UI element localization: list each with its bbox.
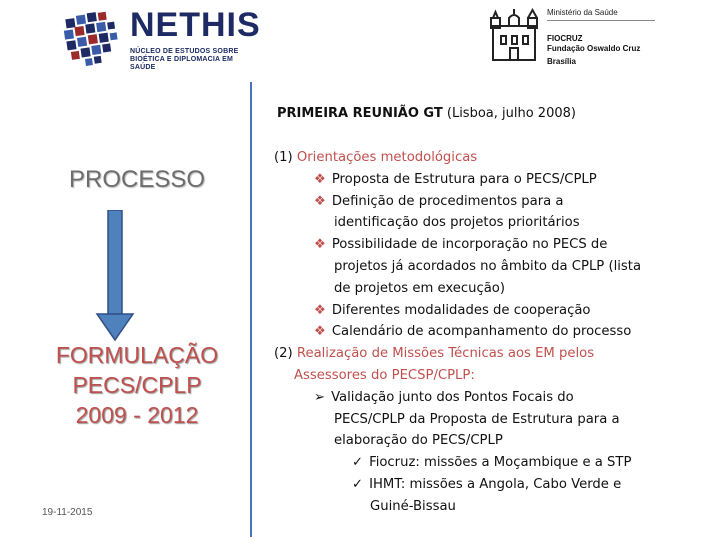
checkmark-bullet-icon: ✓ [352, 455, 364, 471]
meeting-title [277, 106, 576, 121]
formulacao-block [52, 340, 222, 430]
list-item [314, 169, 597, 191]
list-item-continuation: Guiné-Bissau [370, 498, 456, 514]
ministry-label: Ministério da Saúde [547, 8, 618, 17]
diamond-bullet-icon: ❖ [314, 237, 326, 253]
nethis-subtitle [130, 48, 240, 72]
list-item [314, 191, 564, 213]
diamond-bullet-icon: ❖ [314, 193, 326, 209]
formulacao-period: 2009 - 2012 [75, 402, 199, 428]
meeting-content [274, 147, 714, 527]
list-item [314, 300, 591, 322]
list-item-text: Proposta de Estrutura para o PECS/CPLP [331, 171, 597, 187]
nethis-subtitle-line2: BIOÉTICA E DIPLOMACIA EM SAÚDE [130, 56, 234, 71]
down-arrow-icon [95, 210, 135, 342]
nethis-logo [60, 6, 261, 71]
list-item [314, 321, 631, 343]
slide-date: 19-11-2015 [42, 507, 93, 518]
nethis-wordmark: NETHIS [130, 6, 261, 44]
list-item-continuation: projetos já acordados no âmbito da CPLP (lista [334, 259, 642, 274]
diamond-bullet-icon: ❖ [314, 171, 326, 187]
list-item-continuation: elaboração do PECS/CPLP [334, 433, 503, 449]
diamond-bullet-icon: ❖ [314, 302, 326, 318]
fiocruz-line1: FIOCRUZ [547, 34, 583, 43]
formulacao-title: FORMULAÇÃO [55, 342, 219, 368]
diamond-bullet-icon: ❖ [314, 324, 326, 340]
formulacao-program: PECS/CPLP [72, 372, 202, 398]
meeting-title-detail: (Lisboa, julho 2008) [442, 106, 576, 121]
fiocruz-building-icon [487, 4, 541, 64]
section-2-title-continuation: Assessores do PECSP/CPLP: [294, 368, 475, 383]
section-1-title: Orientações metodológicas [292, 150, 478, 165]
list-item-text: IHMT: missões a Angola, Cabo Verde e [369, 477, 622, 492]
list-item-text: Fiocruz: missões a Moçambique e a STP [369, 455, 632, 471]
list-item-text: Possibilidade de incorporação no PECS de [331, 237, 608, 253]
nethis-logo-mark [60, 6, 122, 68]
list-item-text: Calendário de acompanhamento do processo [331, 324, 632, 340]
section-2-number: (2) [274, 346, 293, 362]
meeting-title-bold: PRIMEIRA REUNIÃO GT [277, 106, 443, 121]
section-2-title: Realização de Missões Técnicas aos EM pelos [292, 346, 595, 362]
fiocruz-rule [547, 20, 655, 21]
fiocruz-line3: Brasília [547, 57, 576, 66]
list-item-continuation: PECS/CPLP da Proposta de Estrutura para a [334, 411, 620, 427]
processo-label: PROCESSO [68, 166, 206, 193]
section-1-heading [274, 147, 477, 169]
fiocruz-line2: Fundação Oswaldo Cruz [547, 43, 641, 53]
list-item-continuation: de projetos em execução) [334, 280, 506, 296]
list-item-text: Definição de procedimentos para a [331, 193, 564, 209]
list-item-text: Diferentes modalidades de cooperação [331, 302, 591, 318]
list-item-text: Validação junto dos Pontos Focais do [331, 389, 574, 405]
list-item [314, 387, 574, 409]
list-item-continuation: identificação dos projetos prioritários [334, 215, 580, 231]
fiocruz-text [547, 34, 640, 67]
list-item [352, 474, 621, 496]
vertical-divider [250, 82, 252, 537]
nethis-subtitle-line1: NÚCLEO DE ESTUDOS SOBRE [130, 48, 239, 55]
section-1-number: (1) [274, 150, 293, 165]
list-item [314, 234, 607, 256]
arrow-bullet-icon: ➢ [314, 389, 326, 405]
section-2-heading [274, 343, 594, 365]
list-item [352, 452, 631, 474]
fiocruz-logo [487, 4, 662, 76]
checkmark-bullet-icon: ✓ [352, 477, 364, 492]
